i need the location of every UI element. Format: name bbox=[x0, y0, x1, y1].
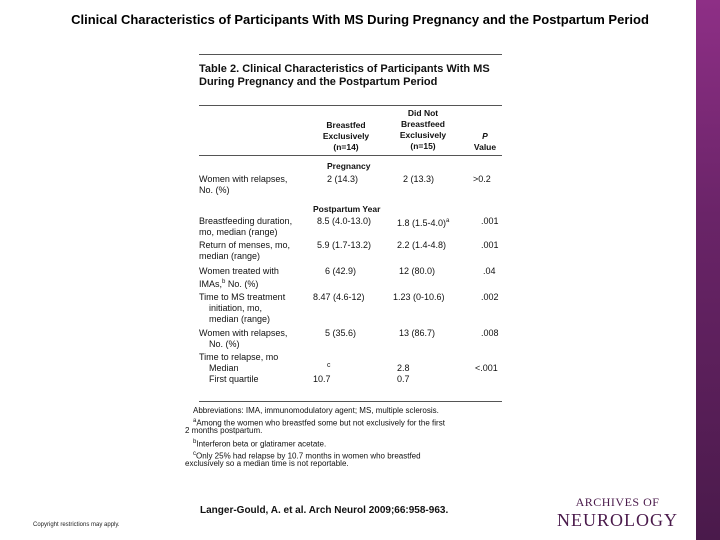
cell-breastfed: 6 (42.9) bbox=[325, 266, 357, 276]
cell-not-breastfed: 1.23 (0-10.6) bbox=[393, 292, 445, 302]
row-label-line: Women with relapses, bbox=[199, 174, 288, 184]
row-label bbox=[199, 292, 285, 325]
row-label-line: Return of menses, mo, bbox=[199, 240, 291, 250]
table-caption bbox=[199, 63, 499, 89]
footnote-marker: a bbox=[446, 218, 450, 224]
decorative-side-band bbox=[696, 0, 720, 540]
table-caption-line2: During Pregnancy and the Postpartum Period bbox=[199, 76, 438, 88]
section-postpartum: Postpartum Year bbox=[313, 204, 381, 214]
cell-p-value: >0.2 bbox=[473, 174, 491, 184]
footnote-marker: b bbox=[222, 279, 226, 285]
footnote-abbreviations: Abbreviations: IMA, immunomodulatory agent; MS, multiple sclerosis. bbox=[193, 406, 439, 415]
footnote-text: Among the women who breastfed some but not exclusively for the first bbox=[196, 418, 445, 428]
journal-logo bbox=[540, 495, 695, 535]
row-label-line: First quartile bbox=[209, 374, 259, 384]
col-header-breastfed bbox=[311, 120, 381, 153]
col-header-not-breastfed bbox=[387, 108, 459, 152]
col2-header-line4: (n=15) bbox=[410, 141, 436, 151]
row-label-text: No. (%) bbox=[225, 279, 259, 289]
footnote-marker: a bbox=[193, 418, 197, 424]
cell-not-breastfed bbox=[397, 216, 449, 229]
copyright-notice: Copyright restrictions may apply. bbox=[33, 522, 120, 528]
table-top-rule bbox=[199, 54, 502, 55]
row-label bbox=[199, 266, 279, 290]
row-label-line: median (range) bbox=[199, 251, 261, 261]
cell-not-breastfed: 13 (86.7) bbox=[399, 328, 436, 338]
cell-breastfed: 5 (35.6) bbox=[325, 328, 357, 338]
col1-header-line1: Breastfed bbox=[326, 120, 366, 130]
cell-p-value: <.001 bbox=[475, 363, 498, 373]
cell-breastfed: 5.9 (1.7-13.2) bbox=[317, 240, 372, 250]
col2-header-line2: Breastfeed bbox=[401, 119, 445, 129]
cell-not-breastfed: 12 (80.0) bbox=[399, 266, 436, 276]
cell-not-breastfed-quartile: 0.7 bbox=[397, 374, 410, 384]
col1-header-line3: (n=14) bbox=[333, 142, 359, 152]
footnote-text: Interferon beta or glatiramer acetate. bbox=[196, 439, 327, 449]
row-label-line: Time to MS treatment bbox=[199, 292, 286, 302]
cell-not-breastfed: 2 (13.3) bbox=[403, 174, 435, 184]
col1-header-line2: Exclusively bbox=[322, 131, 370, 141]
logo-line1: ARCHIVES OF bbox=[575, 495, 660, 509]
cell-breastfed: 8.47 (4.6-12) bbox=[313, 292, 365, 302]
row-label-line: Women treated with bbox=[199, 266, 279, 276]
row-label-line: initiation, mo, bbox=[209, 303, 263, 313]
footnote-a-cont: 2 months postpartum. bbox=[185, 426, 263, 435]
row-label bbox=[199, 174, 287, 196]
cell-breastfed bbox=[327, 360, 331, 371]
row-label-line: median (range) bbox=[209, 314, 271, 324]
col2-header-line1: Did Not bbox=[407, 108, 439, 118]
row-label-line: Time to relapse, mo bbox=[199, 352, 279, 362]
footnote-marker: c bbox=[327, 362, 331, 369]
row-label-text: IMAs, bbox=[199, 279, 223, 289]
row-label-line bbox=[199, 277, 279, 290]
section-pregnancy: Pregnancy bbox=[327, 161, 371, 171]
row-label-line: No. (%) bbox=[199, 185, 230, 195]
row-label bbox=[199, 352, 278, 385]
cell-not-breastfed: 2.2 (1.4-4.8) bbox=[397, 240, 447, 250]
row-label-line: Median bbox=[209, 363, 239, 373]
footnote-marker: b bbox=[193, 439, 197, 445]
row-label bbox=[199, 328, 287, 350]
cell-value: 1.8 (1.5-4.0) bbox=[397, 218, 447, 228]
footnote-marker: c bbox=[193, 451, 196, 457]
table-bottom-rule bbox=[199, 401, 502, 402]
footnote-b bbox=[193, 437, 326, 450]
table-figure bbox=[185, 50, 515, 490]
footnote-c-cont: exclusively so a median time is not reportable. bbox=[185, 459, 349, 468]
table-caption-line1: Table 2. Clinical Characteristics of Participants With MS bbox=[199, 63, 490, 75]
slide-title: Clinical Characteristics of Participants With MS During Pregnancy and the Postpartum Period bbox=[71, 12, 649, 27]
row-label-line: Women with relapses, bbox=[199, 328, 288, 338]
row-label bbox=[199, 240, 290, 262]
footnote-text: Only 25% had relapse by 10.7 months in women who breastfed bbox=[196, 451, 421, 461]
citation: Langer-Gould, A. et al. Arch Neurol 2009;66:958-963. bbox=[200, 505, 449, 516]
cell-not-breastfed: 2.8 bbox=[397, 363, 410, 373]
cell-p-value: .001 bbox=[481, 240, 499, 250]
cell-p-value: .04 bbox=[483, 266, 496, 276]
row-label-line: mo, median (range) bbox=[199, 227, 278, 237]
cell-p-value: .002 bbox=[481, 292, 499, 302]
cell-p-value: .001 bbox=[481, 216, 499, 226]
col2-header-line3: Exclusively bbox=[399, 130, 447, 140]
cell-p-value: .008 bbox=[481, 328, 499, 338]
col-header-p-value bbox=[467, 131, 503, 153]
row-label-line: Breastfeeding duration, bbox=[199, 216, 293, 226]
header-rule bbox=[199, 155, 502, 156]
caption-rule bbox=[199, 105, 502, 106]
col3-header-line1: P bbox=[482, 131, 488, 141]
cell-breastfed: 2 (14.3) bbox=[327, 174, 359, 184]
cell-breastfed-quartile: 10.7 bbox=[313, 374, 331, 384]
row-label-line: No. (%) bbox=[209, 339, 240, 349]
cell-breastfed: 8.5 (4.0-13.0) bbox=[317, 216, 372, 226]
col3-header-line2: Value bbox=[473, 142, 497, 152]
logo-line2: NEUROLOGY bbox=[557, 510, 678, 530]
row-label bbox=[199, 216, 292, 238]
